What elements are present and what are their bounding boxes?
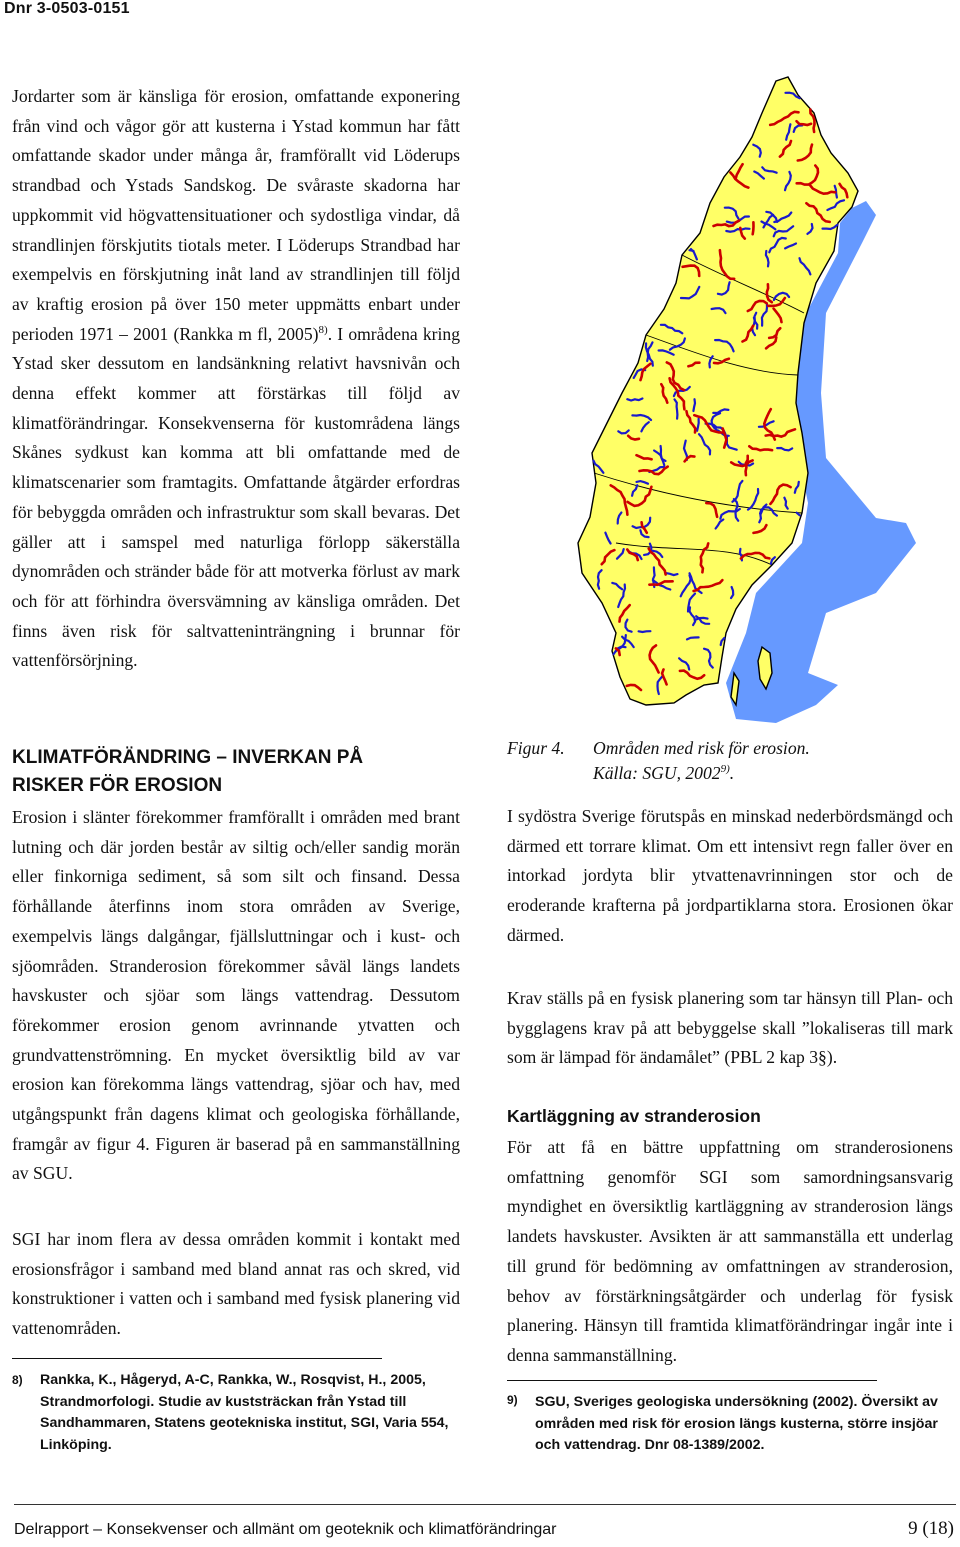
sgi-paragraph: SGI har inom flera av dessa områden kommit i kontakt med erosionsfrågor i samband med bland annat ras och skred, vid konstruktioner i vatten och i samband med fysisk planering vid vattenområden.: [12, 1229, 460, 1339]
figure-source: [593, 761, 734, 786]
footnote-marker-9: 9): [507, 1393, 518, 1407]
section-heading-climate-erosion: KLIMATFÖRÄNDRING – INVERKAN PÅ RISKER FÖR EROSION: [12, 747, 364, 796]
map-graphic: [576, 73, 960, 733]
figure-source-text: Källa: SGU, 2002: [593, 763, 721, 783]
footnote-marker-8: 8): [12, 1373, 23, 1387]
lake-shape: [693, 399, 695, 411]
figure-source-period: .: [729, 763, 735, 783]
figure-label: Figur 4.: [507, 738, 565, 758]
intro-paragraph: [12, 82, 460, 676]
intro-text-a: Jordarter som är känsliga för erosion, omfattande exponering från vind och vågor gör att kusterna i Ystad kommun har fått omfattande skador under många år, framförallt vid Löderups strandbad och Ystads Sandskog. De svåraste skadorna har uppkommit vid högvattensituationer och sydostliga vindar, då strandlinjen förskjutits tiotals meter. I Löderups Strandbad har exempelvis en förskjutning inåt land av strandlinjen till följd av kraftig erosion på över 150 meter uppmätts enbart under perioden 1971 – 2001 (Rankka m fl, 2005): [12, 86, 460, 344]
footer-divider: [14, 1504, 956, 1505]
planning-paragraph: Krav ställs på en fysisk planering som tar hänsyn till Plan- och bygglagens krav på att bebyggelse skall ”lokaliseras till mark som är lämpad för ändamålet” (PBL 2 kap 3§).: [507, 988, 953, 1068]
footnote-ref-8[interactable]: 8): [318, 323, 328, 336]
footnote-divider-right: [507, 1380, 877, 1381]
lake-shape: [690, 250, 694, 251]
sweden-erosion-map: [576, 73, 960, 733]
erosion-segment: [753, 222, 754, 234]
footnote-text-8: Rankka, K., Hågeryd, A-C, Rankka, W., Rosqvist, H., 2005, Strandmorfologi. Studie av kuststräckan från Ystad till Sandhammaren, Statens geotekniska institut, SGI, Varia 554, Linköping.: [40, 1372, 449, 1453]
section-heading-mapping: Kartläggning av stranderosion: [507, 1106, 761, 1126]
footnote-ref-9[interactable]: 9): [720, 763, 730, 776]
intro-text-b: . I områdena kring Ystad sker dessutom en landsänkning relativt havsnivån och denna effekt kommer att förstärkas till följd av klimatförändringar. Konsekvenserna för kustområdena längs Skånes sydkust kan komma att bli omfattande med de klimatscenarier som framtagits. Omfattande åtgärder erfordras för bebyggda områden och infrastruktur som skall bevaras. Det gäller att i samspel med naturliga förlopp säkerställa dynområden och stränder både för att motverka förlust av mark och för att förhindra översvämning av känsliga områden. Det finns även risk för saltvatteninträngning i brunnar för vattenförsörjning.: [12, 323, 461, 671]
footnote-text-9: SGU, Sveriges geologiska undersökning (2002). Översikt av områden med risk för erosion längs kusterna, större insjöar och vattendrag. Dnr 08-1389/2002.: [535, 1394, 938, 1453]
climate-paragraph: I sydöstra Sverige förutspås en minskad nederbördsmängd och därmed ett torrare klimat. Om ett intensivt regn faller över en intorkad jordyta blir ytvattenavrinningen stor och de eroderande krafterna på jordpartiklarna stora. Erosionen ökar därmed.: [507, 806, 953, 945]
lake-shape: [639, 631, 651, 632]
footnote-divider: [12, 1358, 382, 1359]
mapping-paragraph: För att få en bättre uppfattning om stranderosionens omfattning genomför SGI som samordningsansvarig myndighet en översiktlig kartläggning av stranderosion längs landets havskuster. Avsikten är att sammanställa ett underlag till grund för bedömning av omfattningen av stranderosion, behov av förstärkningsåtgärder och underlag för fysisk planering. Hänsyn till framtida klimatförändringar ingår inte i denna sammanställning.: [507, 1137, 953, 1365]
footer-report-title: Delrapport – Konsekvenser och allmänt om geoteknik och klimatförändringar: [14, 1521, 557, 1538]
page-number: 9 (18): [908, 1518, 954, 1539]
erosion-paragraph: Erosion i slänter förekommer framförallt i områden med brant lutning och där jorden består av siltig och/eller sandig morän eller finkorniga sediment, så som silt och finsand. Dessa förhållande återfinns inom stora områden av Sverige, exempelvis längs dalgångar, fjällsluttningar och i kust- och sjöområden. Stranderosion förekommer såväl längs landets havskuster och sjöar som längs vattendrag. Dessutom förekommer erosion genom avrinnande ytvatten och grundvattenströmning. En mycket översiktlig bild av var erosion kan förekomma längs vattendrag, sjöar och hav, med utgångspunkt från dagens klimat och geologiska förhållande, framgår av figur 4. Figuren är baserad på en sammanställning av SGU.: [12, 807, 460, 1184]
document-number: Dnr 3-0503-0151: [4, 0, 130, 17]
figure-title: Områden med risk för erosion.: [593, 738, 810, 758]
